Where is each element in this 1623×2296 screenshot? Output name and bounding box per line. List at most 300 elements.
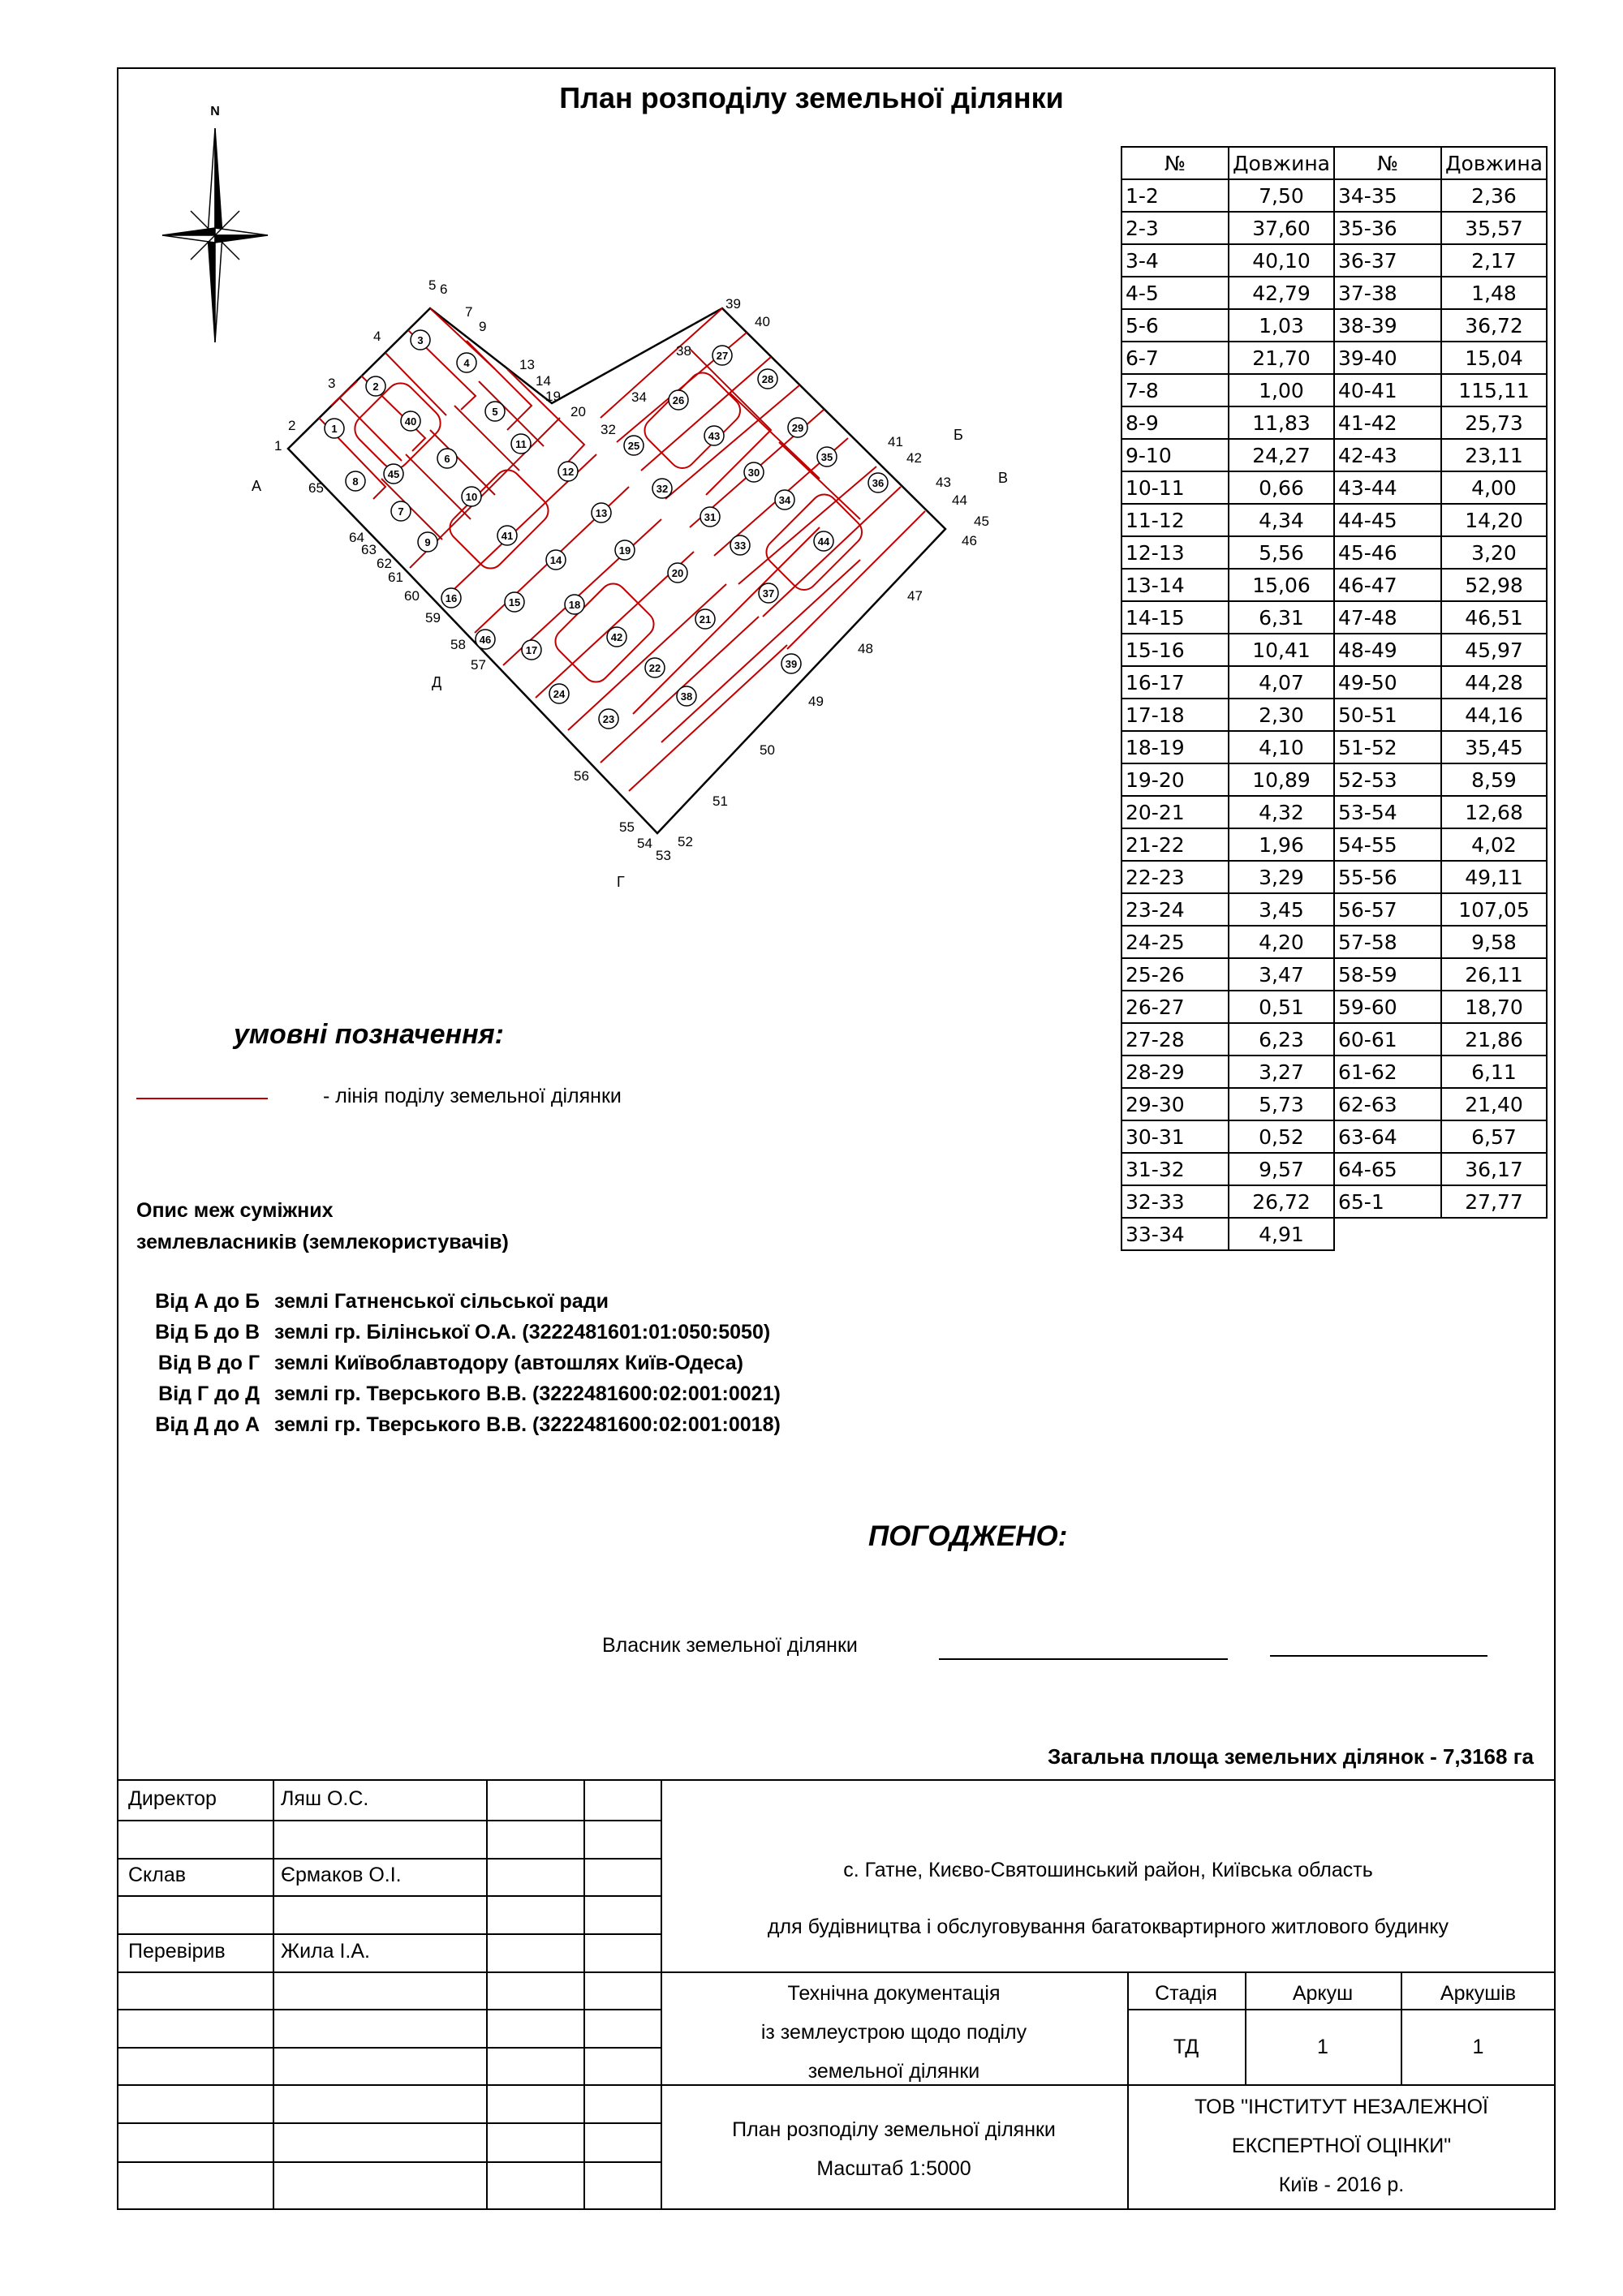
length-cell: 7,50 xyxy=(1229,179,1334,212)
lot-number: 4 xyxy=(463,357,470,369)
col-header-number: № xyxy=(1334,147,1441,179)
lot-marker xyxy=(669,390,688,410)
lot-marker xyxy=(645,658,665,677)
segment-cell: 10-11 xyxy=(1121,471,1229,504)
point-label: 14 xyxy=(536,373,551,389)
lot-marker xyxy=(712,346,732,365)
point-label: 59 xyxy=(425,610,441,626)
lot-number: 41 xyxy=(501,530,514,542)
segment-cell: 9-10 xyxy=(1121,439,1229,471)
north-label: N xyxy=(210,105,220,118)
table-row xyxy=(1121,763,1547,796)
scale-text: Масштаб 1:5000 xyxy=(816,2157,971,2180)
lot-number: 2 xyxy=(372,381,379,393)
sheets-label: Аркушів xyxy=(1440,1982,1517,2005)
length-cell: 26,72 xyxy=(1229,1185,1334,1218)
length-cell: 37,60 xyxy=(1229,212,1334,244)
org-line2: ЕКСПЕРТНОЇ ОЦІНКИ" xyxy=(1231,2135,1452,2157)
point-label: 40 xyxy=(755,314,770,329)
length-cell: 45,97 xyxy=(1441,634,1547,666)
lot-marker xyxy=(346,471,365,491)
boundary-from: Від А до Б xyxy=(155,1290,260,1313)
lot-number: 9 xyxy=(424,536,431,548)
segment-cell: 25-26 xyxy=(1121,958,1229,991)
length-cell: 42,79 xyxy=(1229,277,1334,309)
lot-number: 45 xyxy=(387,468,400,480)
length-cell: 36,72 xyxy=(1441,309,1547,342)
segment-cell: 55-56 xyxy=(1334,861,1441,893)
boundary-from: Від Б до В xyxy=(155,1321,260,1344)
length-cell: 9,58 xyxy=(1441,926,1547,958)
corner-letter: В xyxy=(998,470,1009,486)
lot-marker xyxy=(401,411,420,431)
table-row xyxy=(1121,309,1547,342)
length-cell: 2,36 xyxy=(1441,179,1547,212)
org-line1: ТОВ "ІНСТИТУТ НЕЗАЛЕЖНОЇ xyxy=(1194,2096,1489,2118)
lot-marker xyxy=(700,507,720,527)
sheet-value: 1 xyxy=(1317,2036,1328,2058)
lot-number: 46 xyxy=(479,634,492,646)
segment-cell: 27-28 xyxy=(1121,1023,1229,1056)
point-label: 57 xyxy=(471,657,486,673)
table-row xyxy=(1121,796,1547,828)
segment-cell: 1-2 xyxy=(1121,179,1229,212)
point-label: 19 xyxy=(545,389,561,404)
point-label: 42 xyxy=(906,450,922,466)
lot-number: 8 xyxy=(352,475,359,488)
point-label: 61 xyxy=(388,570,403,585)
doc-title-line3: земельної ділянки xyxy=(807,2060,980,2083)
point-label: 55 xyxy=(619,819,635,835)
purpose-text: для будівництва і обслуговування багатоквартирного житлового будинку xyxy=(767,1915,1449,1938)
point-label: 60 xyxy=(404,588,420,604)
table-row xyxy=(1121,893,1547,926)
lot-number: 37 xyxy=(762,587,775,600)
lot-marker xyxy=(599,709,618,729)
lot-number: 13 xyxy=(595,507,608,519)
lot-marker xyxy=(759,583,778,603)
stage-value: ТД xyxy=(1173,2036,1199,2058)
segment-cell: 40-41 xyxy=(1334,374,1441,406)
boundary-text: землі гр. Тверського В.В. (3222481600:02:001:0021) xyxy=(274,1382,781,1405)
point-label: 47 xyxy=(907,588,923,604)
lot-marker xyxy=(788,418,807,437)
segment-cell: 13-14 xyxy=(1121,569,1229,601)
point-label: 64 xyxy=(349,530,364,545)
length-cell: 49,11 xyxy=(1441,861,1547,893)
segment-cell: 34-35 xyxy=(1334,179,1441,212)
lot-marker xyxy=(522,640,541,660)
segment-cell: 6-7 xyxy=(1121,342,1229,374)
segment-cell: 22-23 xyxy=(1121,861,1229,893)
lot-marker xyxy=(615,540,635,560)
point-label: 3 xyxy=(328,376,336,391)
lot-number: 7 xyxy=(398,505,404,518)
length-cell: 9,57 xyxy=(1229,1153,1334,1185)
table-row xyxy=(1121,1218,1547,1250)
point-label: 4 xyxy=(373,329,381,344)
segment-cell: 42-43 xyxy=(1334,439,1441,471)
length-cell: 35,45 xyxy=(1441,731,1547,763)
length-cell: 107,05 xyxy=(1441,893,1547,926)
point-label: 63 xyxy=(361,542,377,557)
lot-number: 10 xyxy=(465,491,478,503)
point-label: 56 xyxy=(574,768,589,784)
length-cell: 3,29 xyxy=(1229,861,1334,893)
segment-cell: 53-54 xyxy=(1334,796,1441,828)
segment-cell: 43-44 xyxy=(1334,471,1441,504)
lot-number: 28 xyxy=(761,373,774,385)
segment-cell: 12-13 xyxy=(1121,536,1229,569)
segment-cell: 62-63 xyxy=(1334,1088,1441,1120)
segment-cell: 41-42 xyxy=(1334,406,1441,439)
length-cell: 115,11 xyxy=(1441,374,1547,406)
point-label: 20 xyxy=(570,404,586,419)
length-cell: 11,83 xyxy=(1229,406,1334,439)
segment-cell: 30-31 xyxy=(1121,1120,1229,1153)
lot-number: 20 xyxy=(671,567,684,579)
segment-cell: 11-12 xyxy=(1121,504,1229,536)
length-cell: 4,32 xyxy=(1229,796,1334,828)
point-label: 48 xyxy=(858,641,873,656)
table-row xyxy=(1121,212,1547,244)
corner-letter: Б xyxy=(954,427,963,443)
name-compiled: Єрмаков О.І. xyxy=(281,1864,402,1886)
lot-marker xyxy=(549,684,569,703)
lot-number: 24 xyxy=(553,688,566,700)
length-cell: 1,00 xyxy=(1229,374,1334,406)
plan-name: План розподілу земельної ділянки xyxy=(732,2118,1056,2141)
segment-cell: 24-25 xyxy=(1121,926,1229,958)
lot-marker xyxy=(485,402,505,421)
table-row xyxy=(1121,439,1547,471)
lot-number: 21 xyxy=(699,613,712,626)
segment-cell: 35-36 xyxy=(1334,212,1441,244)
table-row xyxy=(1121,179,1547,212)
table-row xyxy=(1121,1120,1547,1153)
length-cell: 1,96 xyxy=(1229,828,1334,861)
length-cell: 44,28 xyxy=(1441,666,1547,699)
empty-cell xyxy=(1441,1218,1547,1250)
segment-cell: 59-60 xyxy=(1334,991,1441,1023)
length-cell: 6,31 xyxy=(1229,601,1334,634)
segment-cell: 16-17 xyxy=(1121,666,1229,699)
lot-marker xyxy=(366,376,385,396)
lot-marker xyxy=(744,462,764,482)
table-row xyxy=(1121,536,1547,569)
segment-cell: 19-20 xyxy=(1121,763,1229,796)
lot-number: 3 xyxy=(417,334,424,346)
lot-marker xyxy=(730,535,750,555)
segment-cell: 36-37 xyxy=(1334,244,1441,277)
table-row xyxy=(1121,471,1547,504)
page-title: План розподілу земельної ділянки xyxy=(559,81,1064,114)
point-label: 32 xyxy=(601,422,616,437)
city-year: Київ - 2016 р. xyxy=(1278,2173,1405,2196)
lot-marker xyxy=(546,550,566,570)
point-label: 44 xyxy=(952,492,967,508)
length-cell: 25,73 xyxy=(1441,406,1547,439)
lot-number: 22 xyxy=(648,662,661,674)
segment-cell: 31-32 xyxy=(1121,1153,1229,1185)
lot-marker xyxy=(668,563,687,583)
point-label: 50 xyxy=(760,742,775,758)
length-cell: 4,00 xyxy=(1441,471,1547,504)
lot-number: 6 xyxy=(444,453,450,465)
table-row xyxy=(1121,828,1547,861)
lot-marker xyxy=(814,531,833,551)
segment-cell: 39-40 xyxy=(1334,342,1441,374)
segment-cell: 54-55 xyxy=(1334,828,1441,861)
lot-marker xyxy=(476,630,495,649)
point-label: 54 xyxy=(637,836,652,851)
table-row xyxy=(1121,374,1547,406)
lot-marker xyxy=(441,588,461,608)
segment-cell: 51-52 xyxy=(1334,731,1441,763)
point-label: 2 xyxy=(288,418,296,433)
table-row xyxy=(1121,342,1547,374)
segment-cell: 57-58 xyxy=(1334,926,1441,958)
boundary-from: Від Д до А xyxy=(155,1413,260,1436)
col-header-length: Довжина xyxy=(1441,147,1547,179)
lot-number: 38 xyxy=(680,690,693,703)
table-row xyxy=(1121,731,1547,763)
corner-letter: А xyxy=(252,478,262,494)
lot-marker xyxy=(704,426,724,445)
length-cell: 4,20 xyxy=(1229,926,1334,958)
length-cell: 44,16 xyxy=(1441,699,1547,731)
length-cell: 35,57 xyxy=(1441,212,1547,244)
lot-number: 27 xyxy=(716,350,729,362)
point-label: 52 xyxy=(678,834,693,849)
lot-number: 18 xyxy=(568,599,581,611)
lot-marker xyxy=(592,503,611,522)
lot-number: 35 xyxy=(820,451,833,463)
lot-marker xyxy=(624,436,644,455)
length-cell: 27,77 xyxy=(1441,1185,1547,1218)
segment-cell: 46-47 xyxy=(1334,569,1441,601)
lot-marker xyxy=(418,532,437,552)
point-label: 1 xyxy=(274,438,282,454)
length-cell: 15,04 xyxy=(1441,342,1547,374)
lot-number: 26 xyxy=(672,394,685,406)
table-row xyxy=(1121,244,1547,277)
lot-number: 40 xyxy=(404,415,417,428)
col-header-length: Довжина xyxy=(1229,147,1334,179)
col-header-number: № xyxy=(1121,147,1229,179)
point-label: 6 xyxy=(440,282,448,297)
segment-cell: 38-39 xyxy=(1334,309,1441,342)
empty-cell xyxy=(1334,1218,1441,1250)
length-cell: 6,11 xyxy=(1441,1056,1547,1088)
lot-marker xyxy=(775,490,794,510)
table-row xyxy=(1121,666,1547,699)
lot-marker xyxy=(505,592,524,612)
point-label: 39 xyxy=(725,296,741,312)
legend-title: умовні позначення: xyxy=(234,1019,504,1050)
boundary-text: землі Київоблавтодору (автошлях Київ-Одеса) xyxy=(274,1352,744,1374)
doc-title-line2: із землеустрою щодо поділу xyxy=(760,2021,1027,2044)
segment-cell: 48-49 xyxy=(1334,634,1441,666)
segment-cell: 60-61 xyxy=(1334,1023,1441,1056)
segment-cell: 3-4 xyxy=(1121,244,1229,277)
table-row xyxy=(1121,1185,1547,1218)
agreed-heading: ПОГОДЖЕНО: xyxy=(868,1520,1068,1552)
length-cell: 36,17 xyxy=(1441,1153,1547,1185)
segment-cell: 5-6 xyxy=(1121,309,1229,342)
length-cell: 21,40 xyxy=(1441,1088,1547,1120)
description-title-line2: землевласників (землекористувачів) xyxy=(136,1231,509,1253)
segment-cell: 4-5 xyxy=(1121,277,1229,309)
segment-cell: 45-46 xyxy=(1334,536,1441,569)
length-cell: 15,06 xyxy=(1229,569,1334,601)
length-cell: 6,57 xyxy=(1441,1120,1547,1153)
segment-cell: 32-33 xyxy=(1121,1185,1229,1218)
boundary-text: землі гр. Тверського В.В. (3222481600:02:001:0018) xyxy=(274,1413,781,1436)
lot-number: 1 xyxy=(331,423,338,435)
length-cell: 2,17 xyxy=(1441,244,1547,277)
segment-cell: 15-16 xyxy=(1121,634,1229,666)
title-block xyxy=(117,1779,1556,2210)
lot-marker xyxy=(558,462,578,481)
point-label: 43 xyxy=(936,475,951,490)
lot-marker xyxy=(758,369,777,389)
length-cell: 18,70 xyxy=(1441,991,1547,1023)
lot-number: 42 xyxy=(610,631,623,643)
segment-cell: 58-59 xyxy=(1334,958,1441,991)
lot-number: 19 xyxy=(618,544,631,557)
lot-number: 30 xyxy=(747,467,760,479)
name-checked: Жила І.А. xyxy=(281,1940,370,1963)
point-label: 46 xyxy=(962,533,977,548)
lot-marker xyxy=(652,479,672,498)
length-cell: 40,10 xyxy=(1229,244,1334,277)
segment-cell: 50-51 xyxy=(1334,699,1441,731)
segment-cell: 7-8 xyxy=(1121,374,1229,406)
length-cell: 14,20 xyxy=(1441,504,1547,536)
name-director: Ляш О.С. xyxy=(281,1787,369,1810)
lot-marker xyxy=(391,501,411,521)
lot-marker xyxy=(781,654,801,673)
table-row xyxy=(1121,1153,1547,1185)
lot-marker xyxy=(411,330,430,350)
segment-cell: 23-24 xyxy=(1121,893,1229,926)
segment-cell: 52-53 xyxy=(1334,763,1441,796)
table-row xyxy=(1121,1056,1547,1088)
lot-marker xyxy=(695,609,715,629)
segment-cell: 2-3 xyxy=(1121,212,1229,244)
table-row xyxy=(1121,601,1547,634)
boundary-from: Від Г до Д xyxy=(158,1382,260,1405)
lot-number: 17 xyxy=(525,644,538,656)
length-cell: 4,91 xyxy=(1229,1218,1334,1250)
segment-cell: 49-50 xyxy=(1334,666,1441,699)
segment-cell: 64-65 xyxy=(1334,1153,1441,1185)
length-cell: 5,56 xyxy=(1229,536,1334,569)
doc-title-line1: Технічна документація xyxy=(787,1982,1001,2005)
date-line xyxy=(1270,1655,1487,1657)
lot-number: 29 xyxy=(791,422,804,434)
point-label: 49 xyxy=(808,694,824,709)
length-cell: 4,07 xyxy=(1229,666,1334,699)
lot-number: 34 xyxy=(778,494,791,506)
length-cell: 3,20 xyxy=(1441,536,1547,569)
table-row xyxy=(1121,1023,1547,1056)
lot-number: 39 xyxy=(785,658,798,670)
lot-marker xyxy=(565,595,584,614)
description-title-line1: Опис меж суміжних xyxy=(136,1199,334,1222)
lot-marker xyxy=(817,447,837,467)
length-cell: 3,27 xyxy=(1229,1056,1334,1088)
lot-marker xyxy=(325,419,344,438)
point-label: 7 xyxy=(465,304,473,320)
length-cell: 46,51 xyxy=(1441,601,1547,634)
table-row xyxy=(1121,861,1547,893)
lot-number: 25 xyxy=(627,440,640,452)
length-cell: 4,02 xyxy=(1441,828,1547,861)
lot-number: 5 xyxy=(492,406,498,418)
sheet-label: Аркуш xyxy=(1292,1982,1354,2005)
point-label: 5 xyxy=(428,277,437,293)
location-text: с. Гатне, Києво-Святошинський район, Київська область xyxy=(843,1859,1373,1881)
sheets-value: 1 xyxy=(1472,2036,1484,2058)
corner-letter: Г xyxy=(617,874,625,890)
point-label: 34 xyxy=(631,389,647,405)
length-cell: 10,89 xyxy=(1229,763,1334,796)
lot-marker xyxy=(437,449,457,468)
signature-line xyxy=(939,1658,1228,1660)
length-cell: 21,86 xyxy=(1441,1023,1547,1056)
length-cell: 2,30 xyxy=(1229,699,1334,731)
lot-number: 33 xyxy=(734,540,747,552)
segment-cell: 63-64 xyxy=(1334,1120,1441,1153)
lot-marker xyxy=(868,473,888,492)
legend-red-line xyxy=(136,1098,268,1099)
lot-number: 12 xyxy=(562,466,575,478)
segment-cell: 17-18 xyxy=(1121,699,1229,731)
lot-marker xyxy=(607,627,626,647)
lot-number: 14 xyxy=(549,554,562,566)
table-row xyxy=(1121,699,1547,731)
length-cell: 26,11 xyxy=(1441,958,1547,991)
lot-marker xyxy=(677,686,696,706)
length-cell: 3,47 xyxy=(1229,958,1334,991)
role-checked: Перевірив xyxy=(128,1940,226,1963)
land-plot-map xyxy=(146,97,1055,909)
segment-cell: 29-30 xyxy=(1121,1088,1229,1120)
table-row xyxy=(1121,991,1547,1023)
lot-number: 44 xyxy=(817,535,830,548)
segment-cell: 37-38 xyxy=(1334,277,1441,309)
segment-cell: 33-34 xyxy=(1121,1218,1229,1250)
segment-cell: 21-22 xyxy=(1121,828,1229,861)
length-cell: 52,98 xyxy=(1441,569,1547,601)
lot-marker xyxy=(511,434,531,454)
lot-number: 15 xyxy=(508,596,521,608)
point-label: 53 xyxy=(656,848,671,863)
role-director: Директор xyxy=(128,1787,217,1810)
lot-marker xyxy=(497,526,517,545)
table-row xyxy=(1121,634,1547,666)
lot-marker xyxy=(462,487,481,506)
legend-item-text: - лінія поділу земельної ділянки xyxy=(323,1085,622,1107)
lot-marker xyxy=(457,353,476,372)
stage-label: Стадія xyxy=(1155,1982,1217,2005)
lot-number: 32 xyxy=(656,483,669,495)
segment-cell: 44-45 xyxy=(1334,504,1441,536)
length-cell: 0,66 xyxy=(1229,471,1334,504)
table-row xyxy=(1121,406,1547,439)
